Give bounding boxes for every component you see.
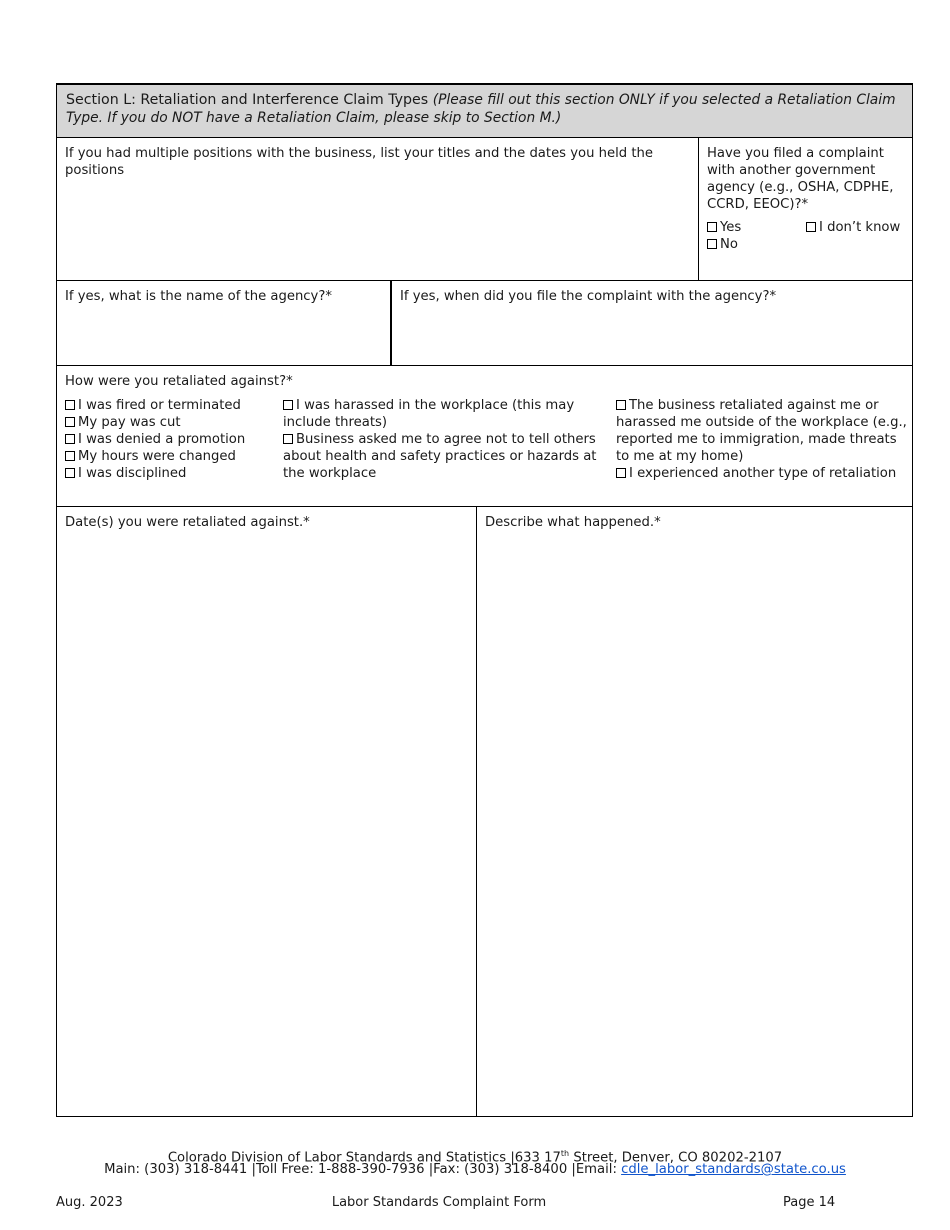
positions-label: If you had multiple positions with the business, list your titles and the dates you held the positions xyxy=(65,146,654,178)
other-complaint-field xyxy=(699,138,912,281)
describe-field[interactable] xyxy=(477,507,912,1117)
retaliation-dates-label: Date(s) you were retaliated against.* xyxy=(65,515,310,530)
option-pay-cut[interactable]: My pay was cut xyxy=(65,414,280,431)
checkbox-icon[interactable] xyxy=(806,222,816,232)
checkbox-icon[interactable] xyxy=(283,400,293,410)
checkbox-icon[interactable] xyxy=(65,468,75,478)
option-hours-changed[interactable]: My hours were changed xyxy=(65,448,280,465)
option-dont-know[interactable]: I don’t know xyxy=(806,219,900,236)
footer-address: Colorado Division of Labor Standards and Statistics |633 17th Street, Denver, CO 80202-2107 xyxy=(167,1149,783,1166)
option-harassed-outside[interactable]: The business retaliated against me or harassed me outside of the workplace (e.g., reported me to immigration, made threats to me at my home) xyxy=(616,398,907,464)
retaliation-dates-field[interactable] xyxy=(57,507,477,1117)
checkbox-icon[interactable] xyxy=(283,434,293,444)
section-note: (Please fill out this section ONLY if you selected a Retaliation Claim Type. If you do NOT have a Retaliation Claim, please skip to Section M.) xyxy=(66,92,896,126)
checkbox-icon[interactable] xyxy=(616,400,626,410)
checkbox-icon[interactable] xyxy=(707,222,717,232)
agency-name-label: If yes, what is the name of the agency?* xyxy=(65,289,332,304)
retaliation-label: How were you retaliated against?* xyxy=(65,374,293,389)
retaliation-col-3 xyxy=(616,397,908,482)
option-harassed-workplace[interactable]: I was harassed in the workplace (this may include threats) xyxy=(283,398,575,430)
email-link[interactable]: cdle_labor_standards@state.co.us xyxy=(621,1162,846,1177)
describe-label: Describe what happened.* xyxy=(485,515,661,530)
retaliation-col-2 xyxy=(283,397,603,482)
checkbox-icon[interactable] xyxy=(707,239,717,249)
option-fired[interactable]: I was fired or terminated xyxy=(65,397,280,414)
checkbox-icon[interactable] xyxy=(65,417,75,427)
retaliation-form-section xyxy=(56,83,913,1117)
checkbox-icon[interactable] xyxy=(616,468,626,478)
retaliation-types-field xyxy=(57,366,912,506)
section-title: Section L: Retaliation and Interference Claim Types xyxy=(66,92,429,108)
agency-name-field[interactable] xyxy=(57,281,391,365)
option-no[interactable]: No xyxy=(707,236,738,253)
option-disciplined[interactable]: I was disciplined xyxy=(65,465,280,482)
option-other-retaliation[interactable]: I experienced another type of retaliation xyxy=(616,465,908,482)
checkbox-icon[interactable] xyxy=(65,434,75,444)
retaliation-col-1 xyxy=(65,397,280,482)
footer-form-name: Labor Standards Complaint Form xyxy=(331,1195,547,1210)
checkbox-icon[interactable] xyxy=(65,400,75,410)
footer-contact: Main: (303) 318-8441 |Toll Free: 1-888-390-7936 |Fax: (303) 318-8400 |Email: cdle_labor_standards@state.co.us xyxy=(104,1162,846,1177)
option-denied-promotion[interactable]: I was denied a promotion xyxy=(65,431,280,448)
checkbox-icon[interactable] xyxy=(65,451,75,461)
other-complaint-label: Have you filed a complaint with another government agency (e.g., OSHA, CDPHE, CCRD, EEOC)?* xyxy=(707,146,894,212)
section-header xyxy=(57,85,912,138)
option-yes[interactable]: Yes xyxy=(707,219,741,236)
footer-date: Aug. 2023 xyxy=(56,1195,123,1210)
agency-date-field[interactable] xyxy=(392,281,912,365)
footer-page-number: Page 14 xyxy=(783,1195,836,1210)
option-silence-agreement[interactable]: Business asked me to agree not to tell others about health and safety practices or hazards at the workplace xyxy=(283,432,597,481)
agency-date-label: If yes, when did you file the complaint with the agency?* xyxy=(400,289,777,304)
positions-field[interactable] xyxy=(57,138,699,281)
